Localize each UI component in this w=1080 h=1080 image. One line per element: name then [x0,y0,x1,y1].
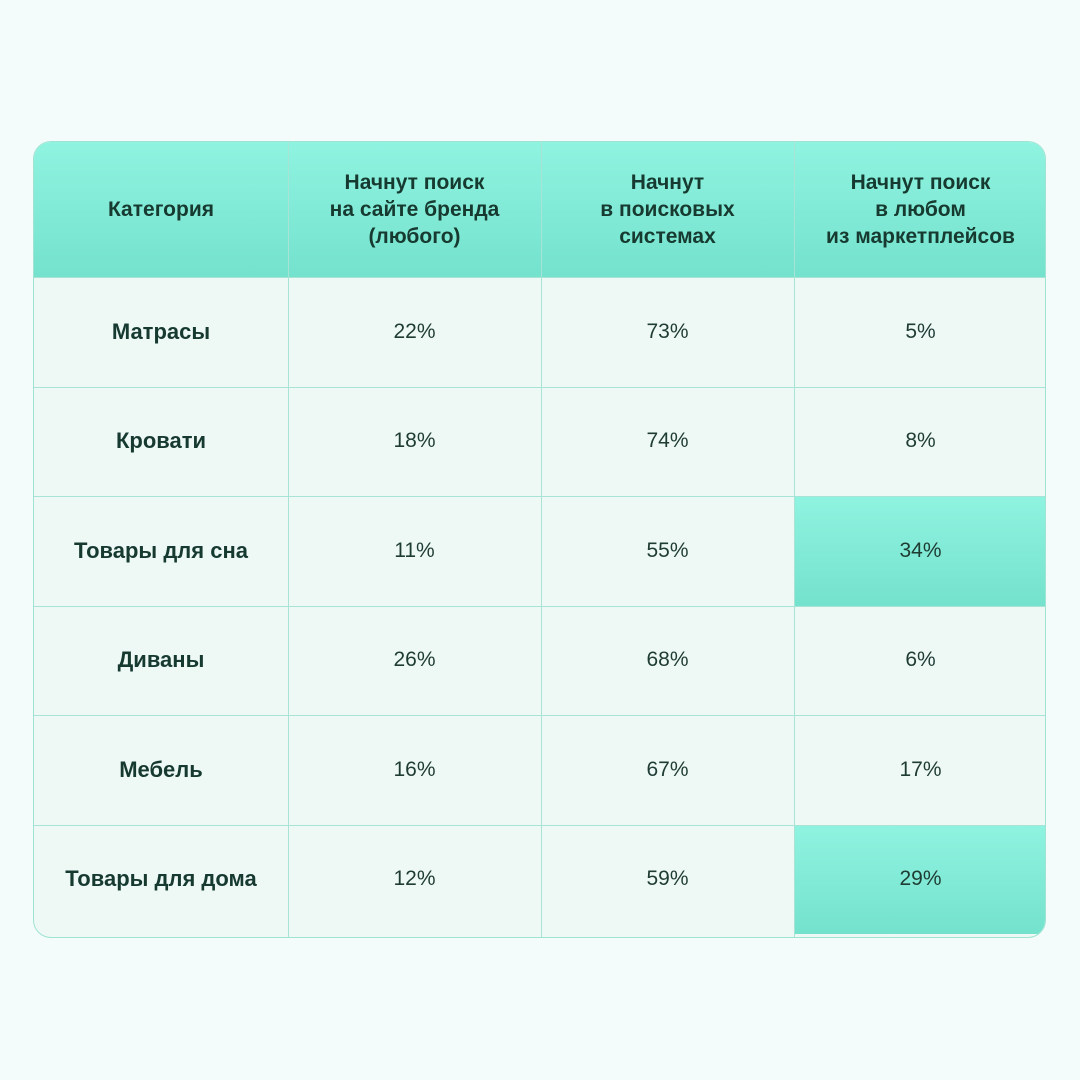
value-cell: 12% [393,867,436,891]
value-cell: 11% [394,538,435,562]
value-cell: 59% [646,867,689,891]
value-cell: 17% [899,757,942,781]
value-cell: 29% [899,867,942,891]
value-cell: 16% [393,757,436,781]
column-header: Начнут поиск в любом из маркетплейсов [826,171,1015,248]
value-cell: 26% [393,648,436,672]
category-cell: Товары для сна [74,537,248,563]
value-cell: 5% [905,319,936,343]
category-cell: Товары для дома [65,866,257,892]
value-cell: 73% [646,319,689,343]
column-header: Начнут поиск на сайте бренда (любого) [329,171,500,248]
value-cell: 22% [393,319,436,343]
value-cell: 68% [646,648,689,672]
category-cell: Диваны [117,647,205,673]
column-header: Начнут в поисковых системах [600,171,735,248]
category-cell: Мебель [119,756,203,782]
data-table [33,141,1046,938]
category-cell: Матрасы [111,318,211,344]
value-cell: 55% [646,538,689,562]
column-header: Категория [107,198,214,221]
value-cell: 34% [899,538,942,562]
value-cell: 6% [905,648,936,672]
value-cell: 18% [393,429,436,453]
value-cell: 67% [646,757,689,781]
value-cell: 74% [646,429,689,453]
category-cell: Кровати [115,428,207,454]
value-cell: 8% [905,429,936,453]
